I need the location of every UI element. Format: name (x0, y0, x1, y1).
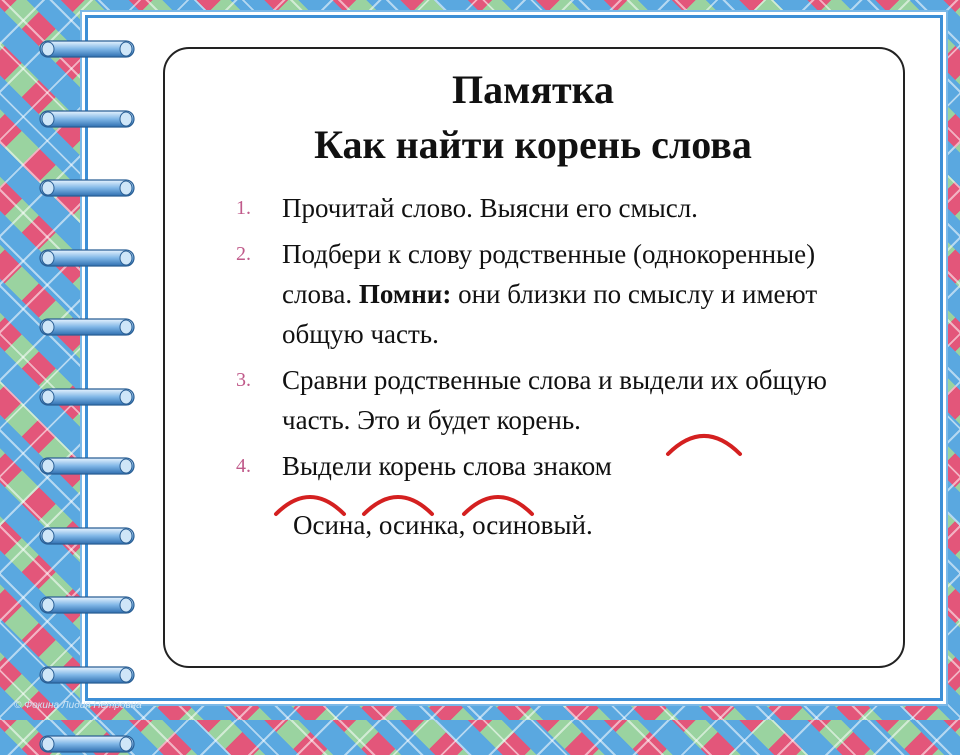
list-item (236, 234, 846, 354)
step-number: 1. (236, 197, 251, 219)
copyright-footer: © Фокина Лидия Петровна (14, 700, 142, 711)
step-text: Выдели корень слова знаком (282, 451, 612, 481)
spiral-ring-icon (38, 316, 136, 338)
step-number: 2. (236, 243, 251, 265)
example-words: Осина, осинка, осиновый. (293, 510, 593, 540)
steps-list (236, 188, 846, 492)
spiral-ring-icon (38, 108, 136, 130)
memo-subtitle: Как найти корень слова (314, 122, 752, 167)
spiral-ring-icon (38, 455, 136, 477)
remember-label: Помни: (358, 279, 452, 309)
spiral-ring-icon (38, 38, 136, 60)
spiral-ring-icon (38, 177, 136, 199)
step-number: 3. (236, 369, 251, 391)
step-text: Прочитай слово. Выясни его смысл. (282, 193, 698, 223)
step-text: Сравни родственные слова и выдели их общую часть. Это и будет корень. (282, 365, 827, 435)
step-text-part: Подбери к слову родственные (однокоренные) слова. (282, 239, 816, 309)
step-text (282, 234, 846, 354)
step-number: 4. (236, 455, 251, 477)
root-mark-icon (664, 426, 744, 458)
spiral-ring-icon (38, 733, 136, 755)
spiral-ring-icon (38, 594, 136, 616)
list-item (236, 446, 846, 486)
list-item (236, 360, 846, 440)
spiral-ring-icon (38, 386, 136, 408)
memo-title: Памятка (451, 67, 615, 112)
list-item (236, 188, 846, 228)
spiral-ring-icon (38, 525, 136, 547)
spiral-ring-icon (38, 247, 136, 269)
spiral-ring-icon (38, 664, 136, 686)
step-text-part: они близки по смыслу и имеют общую часть. (282, 279, 818, 349)
